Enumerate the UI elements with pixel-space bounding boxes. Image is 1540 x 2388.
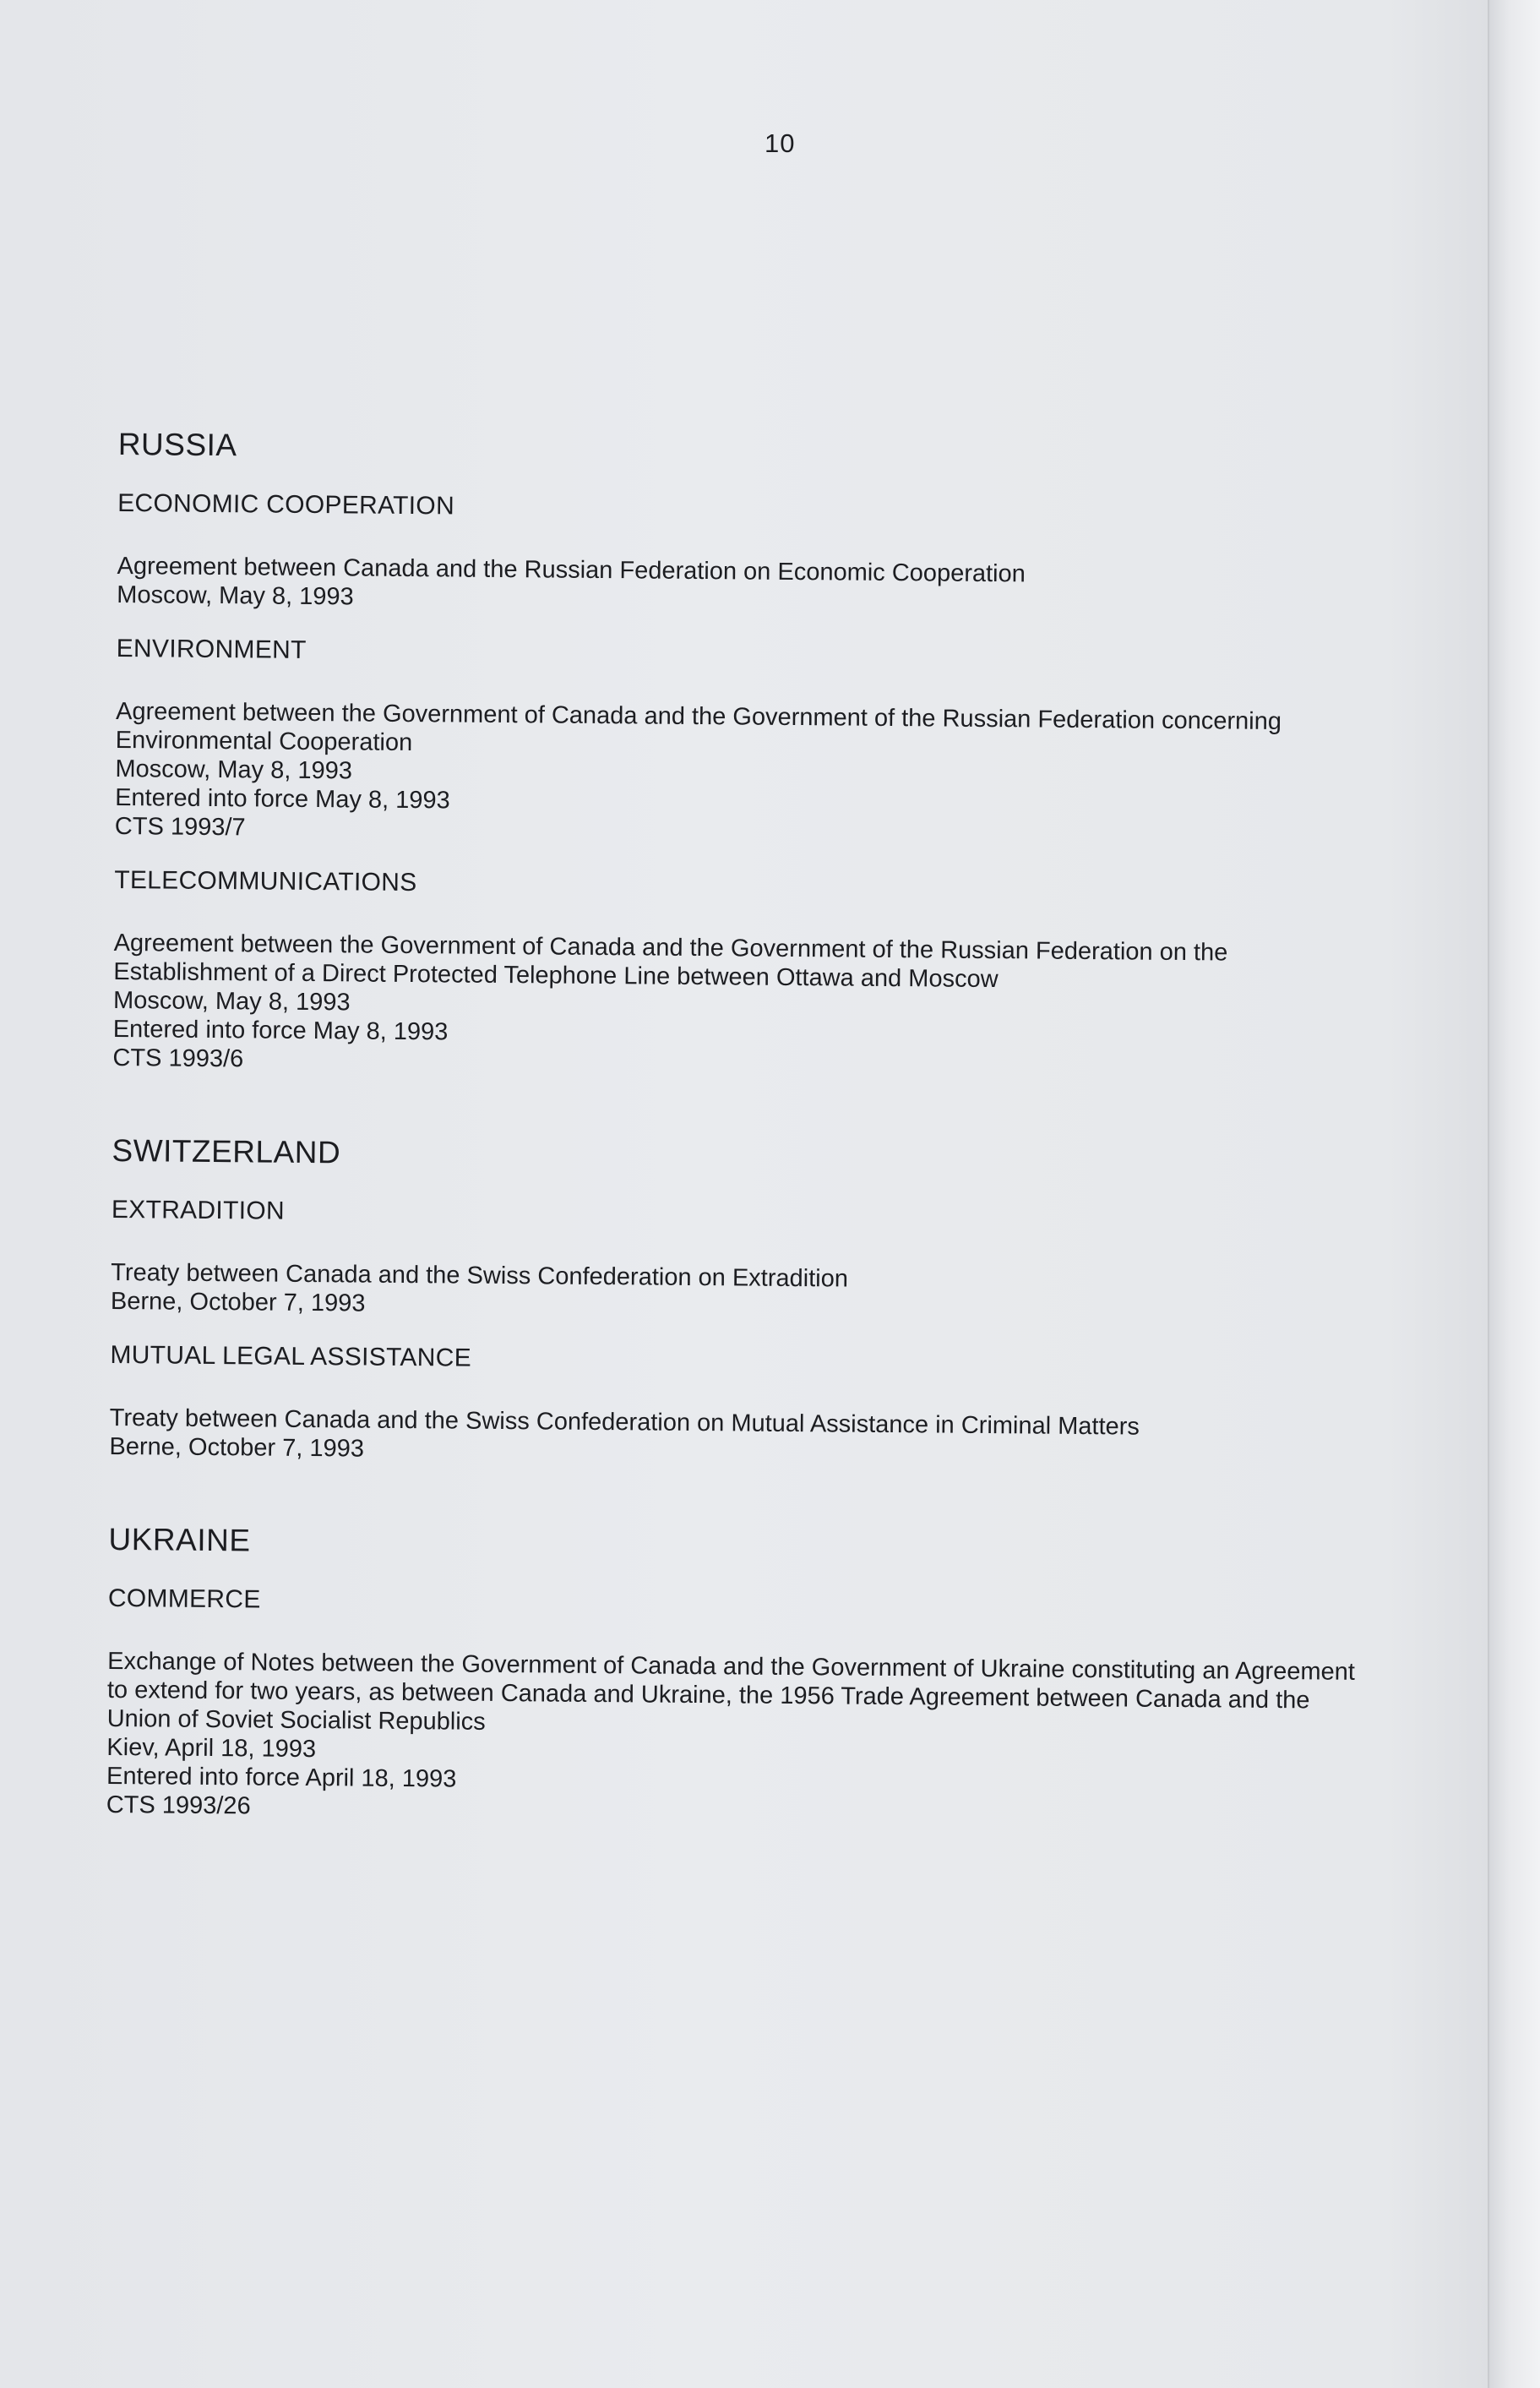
treaty-entry <box>109 1404 1360 1472</box>
country-heading: UKRAINE <box>108 1521 251 1558</box>
treaty-detail: Entered into force May 8, 1993 <box>112 1015 449 1046</box>
country-heading: SWITZERLAND <box>112 1132 341 1170</box>
subject-heading: ECONOMIC COOPERATION <box>117 488 455 521</box>
treaty-entry <box>106 1647 1358 1830</box>
treaty-detail: Kiev, April 18, 1993 <box>106 1733 317 1764</box>
treaty-detail: Moscow, May 8, 1993 <box>115 755 353 785</box>
treaty-title: Agreement between the Government of Canada and the Government of the Russian Federation concerning Environmental Cooperation <box>115 697 1282 757</box>
treaty-detail: Moscow, May 8, 1993 <box>117 581 354 611</box>
treaty-detail: CTS 1993/26 <box>106 1791 251 1820</box>
page-binding-edge <box>1488 0 1540 2388</box>
treaty-title: Treaty between Canada and the Swiss Confederation on Mutual Assistance in Criminal Matters <box>109 1404 1140 1441</box>
treaty-title: Agreement between Canada and the Russian Federation on Economic Cooperation <box>117 552 1026 588</box>
treaty-title: Treaty between Canada and the Swiss Confederation on Extradition <box>111 1258 849 1293</box>
treaty-detail: Berne, October 7, 1993 <box>109 1432 365 1463</box>
page-number: 10 <box>765 128 796 158</box>
treaty-detail: Entered into force May 8, 1993 <box>115 783 450 815</box>
subject-heading: TELECOMMUNICATIONS <box>114 865 417 897</box>
treaty-detail: Berne, October 7, 1993 <box>110 1287 366 1317</box>
treaty-title: Exchange of Notes between the Government of Canada and the Government of Ukraine constituting an Agreement to extend for two years, as between Canada and Ukraine, the 1956 Trade Agreement between Canada and the Union of Soviet Socialist Republics <box>106 1647 1356 1736</box>
section-russia <box>112 427 1369 1083</box>
treaty-detail: Entered into force April 18, 1993 <box>106 1762 457 1793</box>
treaty-detail: CTS 1993/6 <box>112 1044 244 1073</box>
treaty-list <box>106 427 1369 1856</box>
treaty-entry <box>117 552 1368 620</box>
subject-heading: MUTUAL LEGAL ASSISTANCE <box>110 1340 472 1372</box>
treaty-detail: CTS 1993/7 <box>114 812 246 842</box>
country-heading: RUSSIA <box>117 427 237 463</box>
subject-heading: EXTRADITION <box>111 1195 286 1225</box>
treaty-title: Agreement between the Government of Canada and the Government of the Russian Federation on the Establishment of a Direct Protected Telephone Line between Ottawa and Moscow <box>113 929 1228 994</box>
section-switzerland <box>109 1133 1362 1472</box>
treaty-entry <box>115 697 1366 852</box>
subject-heading: ENVIRONMENT <box>116 634 307 664</box>
treaty-detail: Moscow, May 8, 1993 <box>112 986 351 1017</box>
subject-heading: COMMERCE <box>107 1584 261 1614</box>
treaty-entry <box>111 1258 1362 1327</box>
section-ukraine <box>106 1522 1359 1830</box>
treaty-entry <box>112 929 1363 1083</box>
